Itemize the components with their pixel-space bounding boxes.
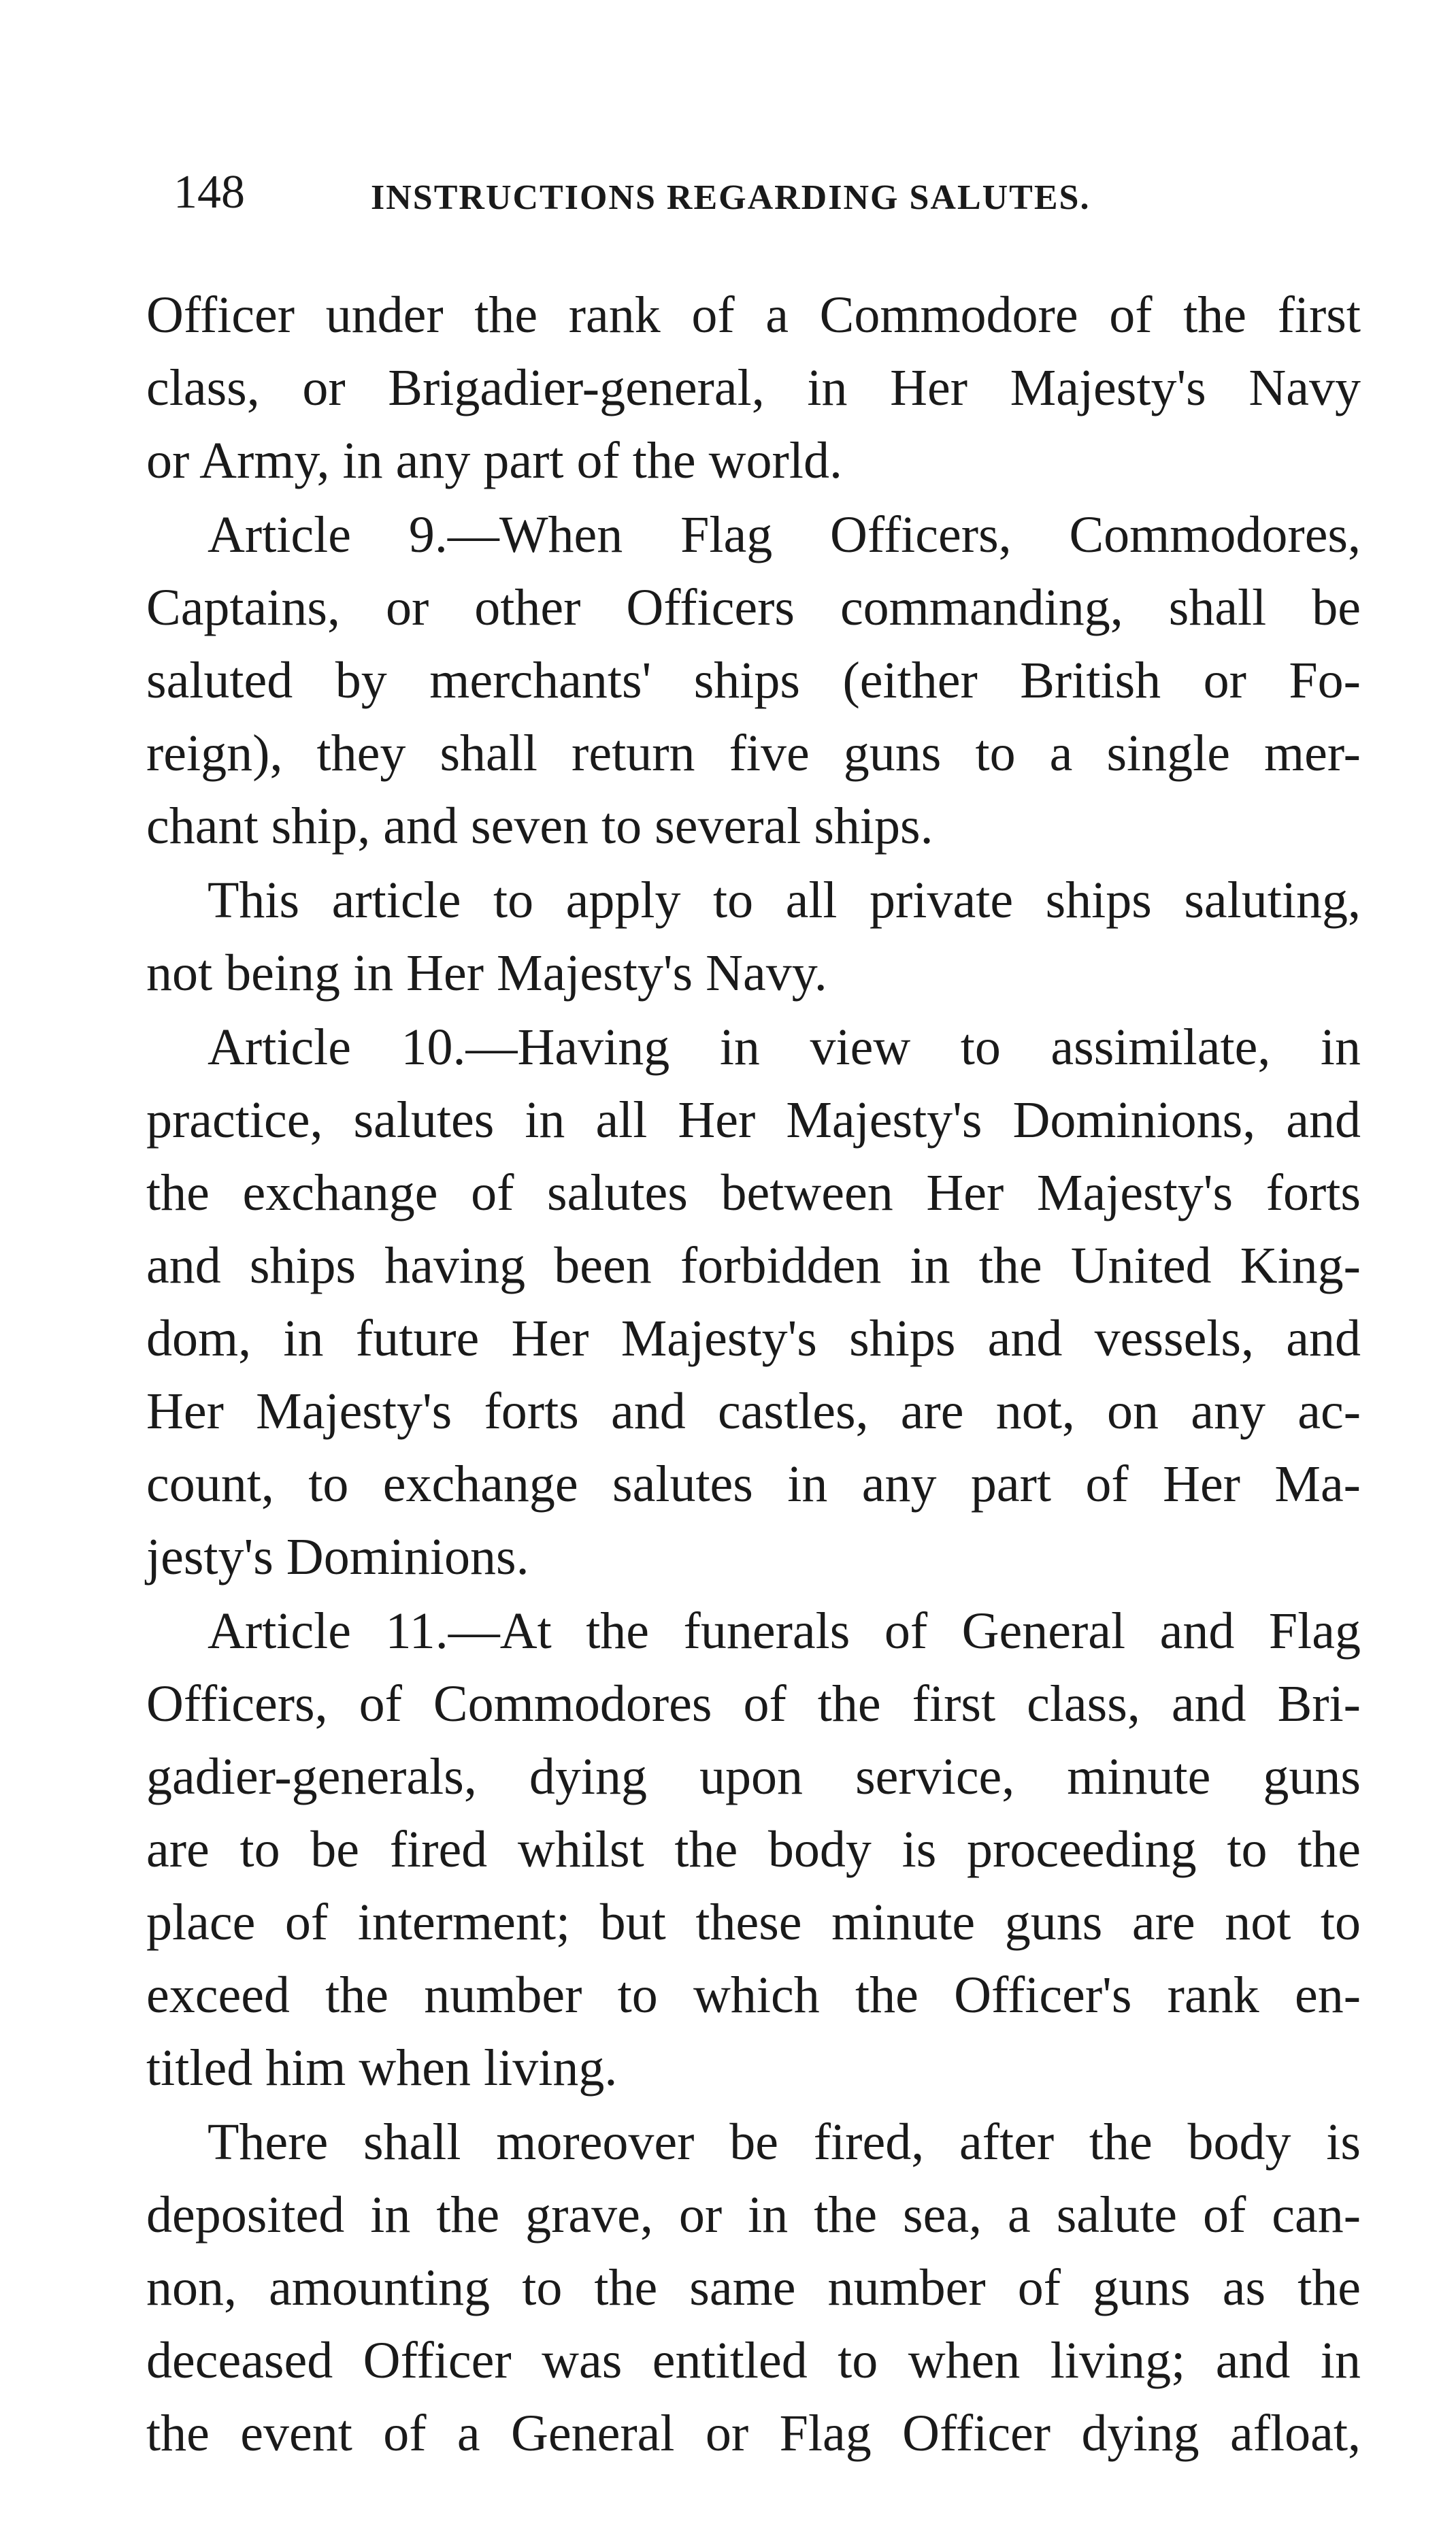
text-line: chant ship, and seven to several ships. [146,798,933,855]
text-line: Her Majesty's forts and castles, are not, on any ac- [146,1383,1361,1440]
text-line: There shall moreover be fired, after the body is [208,2114,1361,2171]
paragraph [146,864,1361,1010]
text-line: place of interment; but these minute guns are not to [146,1894,1361,1951]
text-line: This article to apply to all private ships saluting, [208,872,1361,929]
paragraph [146,1011,1361,1594]
text-line: deposited in the grave, or in the sea, a salute of can- [146,2186,1361,2244]
text-line: not being in Her Majesty's Navy. [146,944,827,1002]
text-line: class, or Brigadier-general, in Her Majesty's Navy [146,359,1361,416]
text-line: titled him when living. [146,2039,618,2097]
paragraph [146,499,1361,863]
paragraph [146,1595,1361,2105]
paragraph [146,2106,1361,2470]
text-line: dom, in future Her Majesty's ships and vessels, and [146,1310,1361,1367]
text-line: reign), they shall return five guns to a single mer- [146,725,1361,782]
text-line: the exchange of salutes between Her Majesty's forts [146,1164,1361,1221]
text-line: are to be fired whilst the body is proceeding to the [146,1821,1361,1878]
text-line: or Army, in any part of the world. [146,432,842,489]
text-line: jesty's Dominions. [146,1528,529,1585]
text-line: Captains, or other Officers commanding, shall be [146,579,1361,636]
text-line: practice, salutes in all Her Majesty's Dominions, and [146,1091,1361,1149]
running-head: INSTRUCTIONS REGARDING SALUTES. [371,178,1091,217]
body-text [146,279,1361,2470]
text-line: exceed the number to which the Officer's rank en- [146,1967,1361,2024]
text-line: count, to exchange salutes in any part of Her Ma- [146,1456,1361,1513]
text-line: Article 9.—When Flag Officers, Commodores, [208,506,1361,563]
text-line: and ships having been forbidden in the United King- [146,1237,1361,1294]
paragraph [146,279,1361,497]
text-line: saluted by merchants' ships (either British or Fo- [146,652,1361,709]
text-line: non, amounting to the same number of guns as the [146,2259,1361,2316]
text-line: Article 10.—Having in view to assimilate, in [208,1019,1361,1076]
text-line: gadier-generals, dying upon service, minute guns [146,1748,1361,1805]
page-number: 148 [173,166,245,218]
text-line: deceased Officer was entitled to when living; and in [146,2332,1361,2389]
text-line: the event of a General or Flag Officer dying afloat, [146,2405,1361,2462]
text-line: Article 11.—At the funerals of General and Flag [208,1603,1361,1660]
text-line: Officers, of Commodores of the first class, and Bri- [146,1675,1361,1732]
text-line: Officer under the rank of a Commodore of the first [146,286,1361,344]
page-header [173,162,1357,223]
